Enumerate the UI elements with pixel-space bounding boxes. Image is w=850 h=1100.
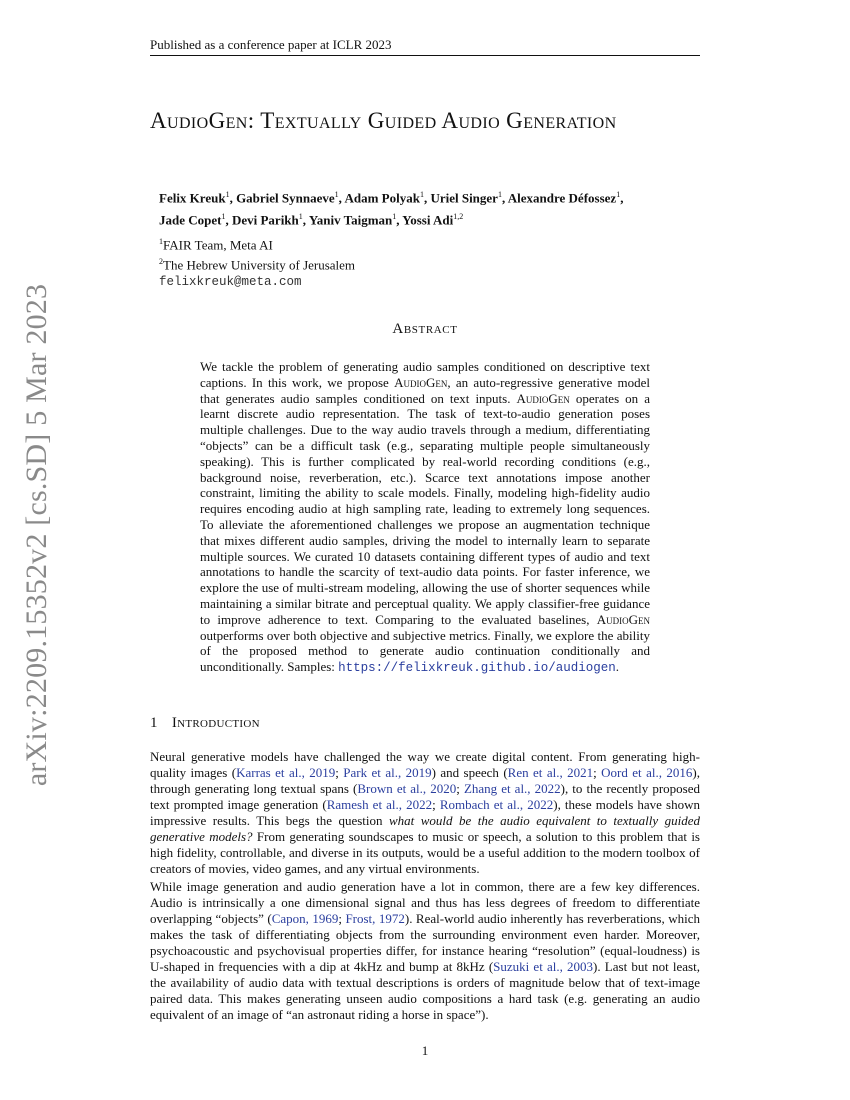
citation-link[interactable]: Oord et al., 2016 [601, 765, 693, 780]
author-affiliation-mark: 1 [497, 190, 502, 199]
author-name: Yaniv Taigman [308, 212, 393, 228]
author-affiliation-mark: 1 [392, 212, 397, 222]
citation-link[interactable]: Frost, 1972 [345, 911, 405, 926]
author-name: Alexandre Défossez [507, 190, 617, 206]
model-name: AudioGen [516, 390, 570, 406]
author-name: Uriel Singer [430, 190, 498, 206]
citation-link[interactable]: Ramesh et al., 2022 [326, 797, 433, 812]
intro-paragraph-1: Neural generative models have challenged the way we create digital content. From generating high-quality images (Karras et al., 2019; Park et al., 2019) and speech (Ren et al., 2021; Oord et al., 2016), through generating long textual spans (Brown et al., 2020; Zhang et al., 2022), to the recently proposed text prompted image generation (Ramesh et al., 2022; Rombach et al., 2022), these models have shown impressive results. This begs the question what would be the audio equivalent to textually guided generative models? From generating soundscapes to music or speech, a solution to this problem that is high fidelity, controllable, and diverse in its outputs, would be a useful addition to the modern toolbox of creators of movies, video games, and any virtual environments. [150, 749, 701, 876]
author-list: Felix Kreuk$^1$, Gabriel Synnaeve$^1$, Adam Polyak$^1$, Uriel Singer$^1$, Alexandre Défossez$^1$, Jade Copet$^1$, Devi Parikh$^1$, Yaniv Taigman$^1$, Yossi Adi$^{1,2}$ [159, 190, 624, 228]
author-affiliation-mark: 1 [334, 190, 339, 199]
citation-link[interactable]: Zhang et al., 2022 [463, 781, 561, 796]
research-question: what would be the audio equivalent to textually guided generative models? [150, 813, 701, 844]
author-name: Jade Copet [159, 212, 222, 228]
samples-link[interactable]: https://felixkreuk.github.io/audiogen [338, 661, 616, 676]
abstract-heading: Abstract [392, 321, 458, 337]
author-affiliation-mark: 1 [419, 190, 424, 199]
author-name: Felix Kreuk [159, 190, 226, 206]
author-affiliation-mark: 1 [298, 212, 303, 222]
author-affiliation-mark: 1 [225, 190, 230, 199]
citation-link[interactable]: Karras et al., 2019 [236, 765, 336, 780]
citation-link[interactable]: Rombach et al., 2022 [439, 797, 554, 812]
citation-link[interactable]: Capon, 1969 [271, 911, 339, 926]
model-name: AudioGen [596, 611, 650, 627]
citation-link[interactable]: Brown et al., 2020 [357, 781, 457, 796]
arxiv-identifier-stamp: arXiv:2209.15352v2 [cs.SD] 5 Mar 2023 [20, 283, 53, 787]
author-name: Devi Parikh [231, 212, 299, 228]
page-number: 1 [421, 1043, 429, 1058]
section-number: 1 [150, 715, 158, 731]
running-header: Published as a conference paper at ICLR 2023 [150, 37, 700, 56]
section-heading [150, 715, 260, 732]
author-affiliation-mark: 1 [616, 190, 621, 199]
author-name: Adam Polyak [344, 190, 420, 206]
affiliation-line: $^2$The Hebrew University of Jerusalem [159, 256, 356, 273]
paper-title: AudioGen: Textually Guided Audio Generation [150, 108, 617, 133]
section-title: Introduction [171, 715, 260, 731]
intro-paragraph-2: While image generation and audio generation have a lot in common, there are a few key differences. Audio is intrinsically a one dimensional signal and thus has less degrees of freedom to differentiate overlapping “objects” (Capon, 1969; Frost, 1972). Real-world audio inherently has reverberations, which makes the task of differentiating objects from the surrounding environment even harder. Moreover, psychoacoustic and psychovisual properties differ, for instance hearing “resolution” (equal-loudness) is U-shaped in frequencies with a dip at 4kHz and bump at 8kHz (Suzuki et al., 2003). Last but not least, the availability of audio data with textual descriptions is orders of magnitude below that of text-image paired data. This makes generating unseen audio compositions a hard task (e.g. generating an audio equivalent of an image of “an astronaut riding a horse in space”). [150, 879, 700, 1022]
contact-email[interactable]: felixkreuk@meta.com [159, 274, 302, 289]
author-affiliation-mark: 1 [221, 212, 226, 222]
citation-link[interactable]: Park et al., 2019 [343, 765, 432, 780]
affiliation-line: $^1$FAIR Team, Meta AI [159, 237, 273, 253]
author-name: Yossi Adi [402, 212, 454, 228]
model-name: AudioGen [394, 374, 448, 390]
citation-link[interactable]: Suzuki et al., 2003 [493, 959, 594, 974]
author-name: Gabriel Synnaeve [236, 190, 335, 206]
affiliations [159, 234, 559, 290]
author-affiliation-mark: 1,2 [453, 212, 464, 222]
citation-link[interactable]: Ren et al., 2021 [507, 765, 594, 780]
abstract-body: We tackle the problem of generating audio samples conditioned on descriptive text captions. In this work, we propose AudioGen, an auto-regressive generative model that generates audio samples conditioned on text inputs. AudioGen operates on a learnt discrete audio representation. The task of text-to-audio generation poses multiple challenges. Due to the way audio travels through a medium, differentiating “objects” can be a difficult task (e.g., separating multiple people simultaneously speaking). This is further complicated by real-world recording conditions (e.g., background noise, reverberation, etc.). Scarce text annotations impose another constraint, limiting the ability to scale models. Finally, modeling high-fidelity audio requires encoding audio at high sampling rate, leading to extremely long sequences. To alleviate the aforementioned challenges we propose an augmentation technique that mixes different audio samples, driving the model to internally learn to separate multiple sources. We curated 10 datasets containing different types of audio and text annotations to handle the scarcity of text-audio data points. For faster inference, we explore the use of multi-stream modeling, allowing the use of shorter sequences while maintaining a similar bitrate and perceptual quality. We apply classifier-free guidance to improve adherence to text. Comparing to the evaluated baselines, AudioGen outperforms over both objective and subjective metrics. Finally, we explore the ability of the proposed method to generate audio continuation conditionally and unconditionally. Samples: https://felixkreuk.github.io/audiogen. [200, 359, 651, 676]
